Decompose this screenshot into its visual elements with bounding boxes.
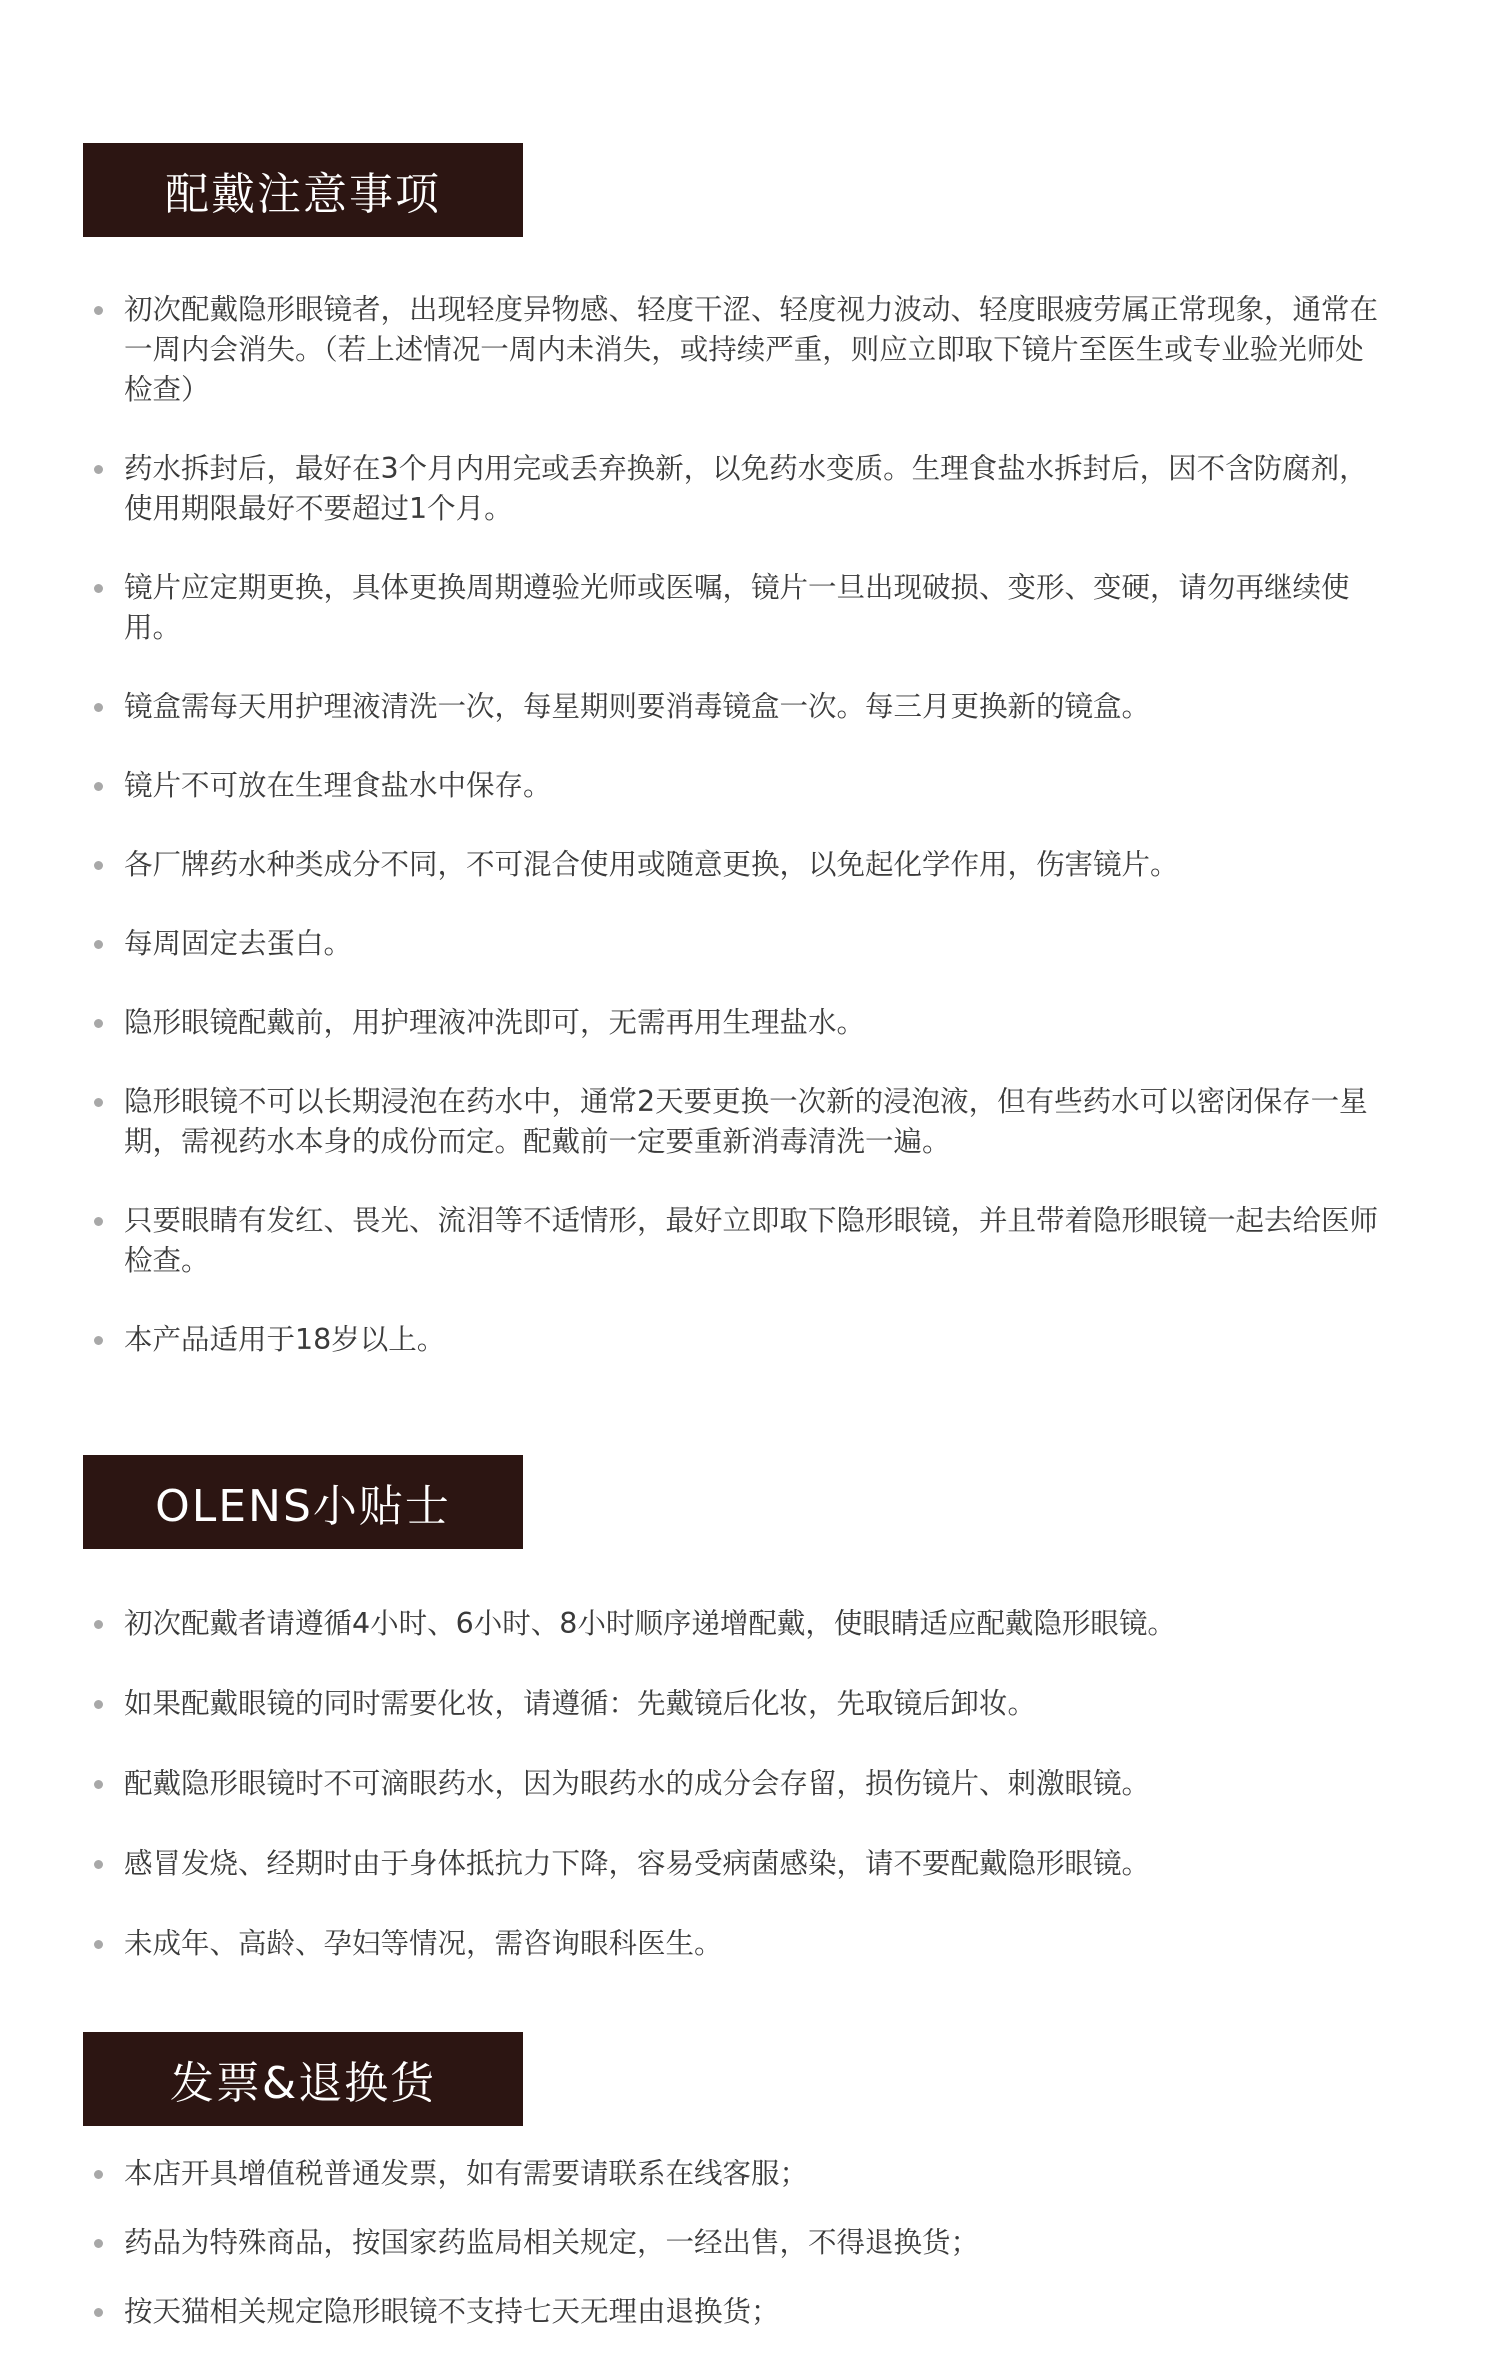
list-item-text: 如果配戴眼镜的同时需要化妆，请遵循：先戴镜后化妆，先取镜后卸妆。	[124, 1687, 1037, 1720]
list-item	[90, 766, 1390, 806]
section-title-invoice-returns: 发票&退换货	[83, 2032, 523, 2126]
list-item	[90, 449, 1390, 529]
invoice-returns-list	[90, 2154, 1390, 2361]
bullet-icon	[94, 2170, 103, 2179]
bullet-icon	[94, 2308, 103, 2317]
list-item	[90, 1201, 1390, 1281]
bullet-icon	[94, 1217, 103, 1226]
list-item-text: 药水拆封后，最好在3个月内用完或丢弃换新，以免药水变质。生理食盐水拆封后，因不含防腐剂，使用期限最好不要超过1个月。	[124, 452, 1368, 525]
bullet-icon	[94, 1098, 103, 1107]
bullet-icon	[94, 703, 103, 712]
section-title-wearing-notes: 配戴注意事项	[83, 143, 523, 237]
list-item-text: 镜片应定期更换，具体更换周期遵验光师或医嘱，镜片一旦出现破损、变形、变硬，请勿再继续使用。	[124, 571, 1350, 644]
list-item-text: 隐形眼镜配戴前，用护理液冲洗即可，无需再用生理盐水。	[124, 1006, 866, 1039]
list-item	[90, 1924, 1390, 1964]
bullet-icon	[94, 2239, 103, 2248]
list-item	[90, 2154, 1390, 2194]
list-item	[90, 290, 1390, 410]
bullet-icon	[94, 861, 103, 870]
list-item	[90, 2223, 1390, 2263]
bullet-icon	[94, 465, 103, 474]
bullet-icon	[94, 1336, 103, 1345]
list-item	[90, 1320, 1390, 1360]
olens-tips-list	[90, 1604, 1390, 2004]
list-item	[90, 1604, 1390, 1644]
bullet-icon	[94, 584, 103, 593]
list-item-text: 本店开具增值税普通发票，如有需要请联系在线客服；	[124, 2157, 809, 2190]
list-item-text: 初次配戴者请遵循4小时、6小时、8小时顺序递增配戴，使眼睛适应配戴隐形眼镜。	[124, 1607, 1176, 1640]
list-item	[90, 1082, 1390, 1162]
list-item	[90, 1764, 1390, 1804]
list-item	[90, 2292, 1390, 2332]
wearing-notes-list	[90, 290, 1390, 1399]
bullet-icon	[94, 1700, 103, 1709]
list-item-text: 镜片不可放在生理食盐水中保存。	[124, 769, 552, 802]
list-item-text: 感冒发烧、经期时由于身体抵抗力下降，容易受病菌感染，请不要配戴隐形眼镜。	[124, 1847, 1151, 1880]
list-item	[90, 1684, 1390, 1724]
list-item	[90, 1003, 1390, 1043]
bullet-icon	[94, 1019, 103, 1028]
list-item	[90, 924, 1390, 964]
bullet-icon	[94, 1620, 103, 1629]
bullet-icon	[94, 1860, 103, 1869]
bullet-icon	[94, 940, 103, 949]
list-item-text: 药品为特殊商品，按国家药监局相关规定，一经出售，不得退换货；	[124, 2226, 980, 2259]
bullet-icon	[94, 1940, 103, 1949]
list-item-text: 按天猫相关规定隐形眼镜不支持七天无理由退换货；	[124, 2295, 780, 2328]
list-item-text: 各厂牌药水种类成分不同，不可混合使用或随意更换，以免起化学作用，伤害镜片。	[124, 848, 1179, 881]
list-item-text: 隐形眼镜不可以长期浸泡在药水中，通常2天要更换一次新的浸泡液，但有些药水可以密闭保存一星期，需视药水本身的成份而定。配戴前一定要重新消毒清洗一遍。	[124, 1085, 1368, 1158]
list-item-text: 初次配戴隐形眼镜者，出现轻度异物感、轻度干涩、轻度视力波动、轻度眼疲劳属正常现象，通常在一周内会消失。（若上述情况一周内未消失，或持续严重，则应立即取下镜片至医生或专业验光师处检查）	[124, 293, 1379, 406]
list-item-text: 本产品适用于18岁以上。	[124, 1323, 446, 1356]
bullet-icon	[94, 1780, 103, 1789]
list-item-text: 配戴隐形眼镜时不可滴眼药水，因为眼药水的成分会存留，损伤镜片、刺激眼镜。	[124, 1767, 1151, 1800]
list-item-text: 只要眼睛有发红、畏光、流泪等不适情形，最好立即取下隐形眼镜，并且带着隐形眼镜一起去给医师检查。	[124, 1204, 1379, 1277]
bullet-icon	[94, 306, 103, 315]
list-item	[90, 1844, 1390, 1884]
list-item	[90, 568, 1390, 648]
list-item	[90, 845, 1390, 885]
list-item-text: 每周固定去蛋白。	[124, 927, 353, 960]
list-item-text: 镜盒需每天用护理液清洗一次，每星期则要消毒镜盒一次。每三月更换新的镜盒。	[124, 690, 1151, 723]
list-item	[90, 687, 1390, 727]
bullet-icon	[94, 782, 103, 791]
list-item-text: 未成年、高龄、孕妇等情况，需咨询眼科医生。	[124, 1927, 723, 1960]
section-title-olens-tips: OLENS小贴士	[83, 1455, 523, 1549]
